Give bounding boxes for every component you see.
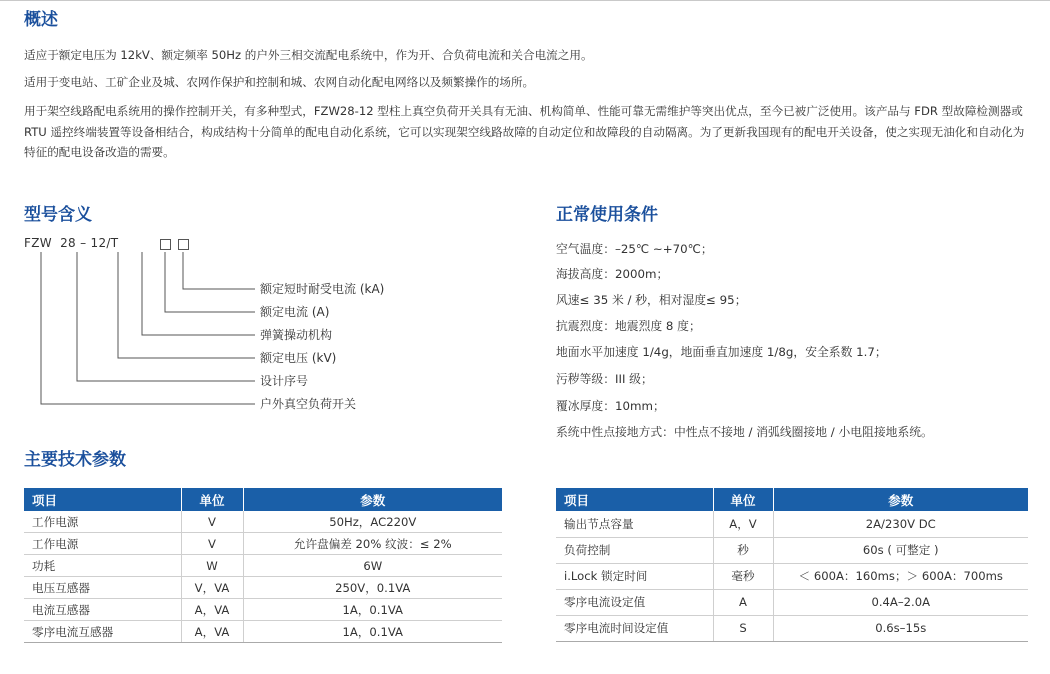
cell-param: 0.4A–2.0A xyxy=(773,589,1028,615)
cell-unit: A xyxy=(713,589,773,615)
legend-rated-current: 额定电流 (A) xyxy=(260,305,330,319)
cell-param: 1A，0.1VA xyxy=(243,599,502,621)
cell-item: 工作电源 xyxy=(24,533,181,555)
cell-unit: V xyxy=(181,533,243,555)
cell-param: 250V，0.1VA xyxy=(243,577,502,599)
condition-item: 海拔高度：2000m； xyxy=(556,267,669,281)
header-param: 参数 xyxy=(243,488,502,511)
legend-outdoor-switch: 户外真空负荷开关 xyxy=(260,397,357,411)
legend-spring-mechanism: 弹簧操动机构 xyxy=(260,328,333,342)
table-row xyxy=(24,511,502,533)
cell-item: 功耗 xyxy=(24,555,181,577)
cell-unit: V xyxy=(181,511,243,533)
specs-title: 主要技术参数 xyxy=(24,450,126,470)
cell-unit: V，VA xyxy=(181,577,243,599)
overview-paragraph-2: 适用于变电站、工矿企业及城、农网作保护和控制和城、农网自动化配电网络以及频繁操作的场所。 xyxy=(24,75,535,89)
conditions-title: 正常使用条件 xyxy=(556,205,658,225)
cell-unit: A，VA xyxy=(181,599,243,621)
line-short-time-current xyxy=(183,252,255,289)
model-title: 型号含义 xyxy=(24,205,92,225)
condition-item: 系统中性点接地方式：中性点不接地 / 消弧线圈接地 / 小电阻接地系统。 xyxy=(556,425,933,439)
specs-table-right xyxy=(556,488,1028,642)
header-unit: 单位 xyxy=(713,488,773,511)
legend-rated-voltage: 额定电压 (kV) xyxy=(260,351,337,365)
line-design-number xyxy=(77,252,255,381)
table-row xyxy=(556,563,1028,589)
cell-item: 电流互感器 xyxy=(24,599,181,621)
cell-param: 6W xyxy=(243,555,502,577)
header-item: 项目 xyxy=(556,488,713,511)
condition-item: 空气温度：–25℃ ~+70℃； xyxy=(556,242,713,256)
legend-design-number: 设计序号 xyxy=(260,374,309,388)
header-unit: 单位 xyxy=(181,488,243,511)
cell-item: 负荷控制 xyxy=(556,537,713,563)
condition-item: 抗震烈度：地震烈度 8 度； xyxy=(556,319,701,333)
cell-param: 0.6s–15s xyxy=(773,615,1028,641)
line-rated-current xyxy=(165,252,255,312)
table-row xyxy=(24,599,502,621)
legend-short-time-current: 额定短时耐受电流 (kA) xyxy=(260,282,385,296)
cell-item: 工作电源 xyxy=(24,511,181,533)
table-row xyxy=(24,577,502,599)
header-item: 项目 xyxy=(24,488,181,511)
table-row xyxy=(24,621,502,643)
overview-paragraph-1: 适应于额定电压为 12kV、额定频率 50Hz 的户外三相交流配电系统中，作为开、合负荷电流和关合电流之用。 xyxy=(24,48,593,62)
cell-item: 零序电流互感器 xyxy=(24,621,181,643)
cell-unit: W xyxy=(181,555,243,577)
cell-param: 允许盘偏差 20% 纹波：≤ 2% xyxy=(243,533,502,555)
line-spring-mechanism xyxy=(142,252,255,335)
table-row xyxy=(556,615,1028,641)
model-code: FZW 28 – 12/T xyxy=(24,236,119,250)
cell-item: 电压互感器 xyxy=(24,577,181,599)
line-rated-voltage xyxy=(118,252,255,358)
cell-param: 1A，0.1VA xyxy=(243,621,502,643)
table-row xyxy=(556,511,1028,537)
header-param: 参数 xyxy=(773,488,1028,511)
table-row xyxy=(556,537,1028,563)
cell-item: 零序电流时间设定值 xyxy=(556,615,713,641)
cell-item: i.Lock 锁定时间 xyxy=(556,563,713,589)
table-row xyxy=(24,533,502,555)
cell-unit: S xyxy=(713,615,773,641)
cell-item: 输出节点容量 xyxy=(556,511,713,537)
cell-param: ＜ 600A：160ms；＞ 600A：700ms xyxy=(773,563,1028,589)
cell-param: 50Hz，AC220V xyxy=(243,511,502,533)
cell-unit: 秒 xyxy=(713,537,773,563)
cell-item: 零序电流设定值 xyxy=(556,589,713,615)
condition-item: 风速≤ 35 米 / 秒，相对湿度≤ 95； xyxy=(556,293,747,307)
cell-unit: A，V xyxy=(713,511,773,537)
condition-item: 污秽等级：III 级； xyxy=(556,372,653,386)
cell-unit: A，VA xyxy=(181,621,243,643)
specs-table-left xyxy=(24,488,502,643)
cell-param: 2A/230V DC xyxy=(773,511,1028,537)
cell-unit: 毫秒 xyxy=(713,563,773,589)
condition-item: 地面水平加速度 1/4g，地面垂直加速度 1/8g，安全系数 1.7； xyxy=(556,345,887,359)
overview-title: 概述 xyxy=(24,10,58,30)
cell-param: 60s ( 可整定 ) xyxy=(773,537,1028,563)
table-row xyxy=(24,555,502,577)
condition-item: 覆冰厚度：10mm； xyxy=(556,399,665,413)
overview-paragraph-3: 用于架空线路配电系统用的操作控制开关，有多种型式，FZW28-12 型柱上真空负荷开关具有无油、机构简单、性能可靠无需维护等突出优点，至今已被广泛使用。该产品与 FDR 型故障检测器或 RTU 遥控终端装置等设备相结合，构成结构十分简单的配电自动化系统，它可以实现架空线路故障的自动定位和故障段的自动隔离。为了更新我国现有的配电开关设备，使之实现无油化和自动化为特征的配电设备改造的需要。 xyxy=(24,104,1025,159)
table-row xyxy=(556,589,1028,615)
